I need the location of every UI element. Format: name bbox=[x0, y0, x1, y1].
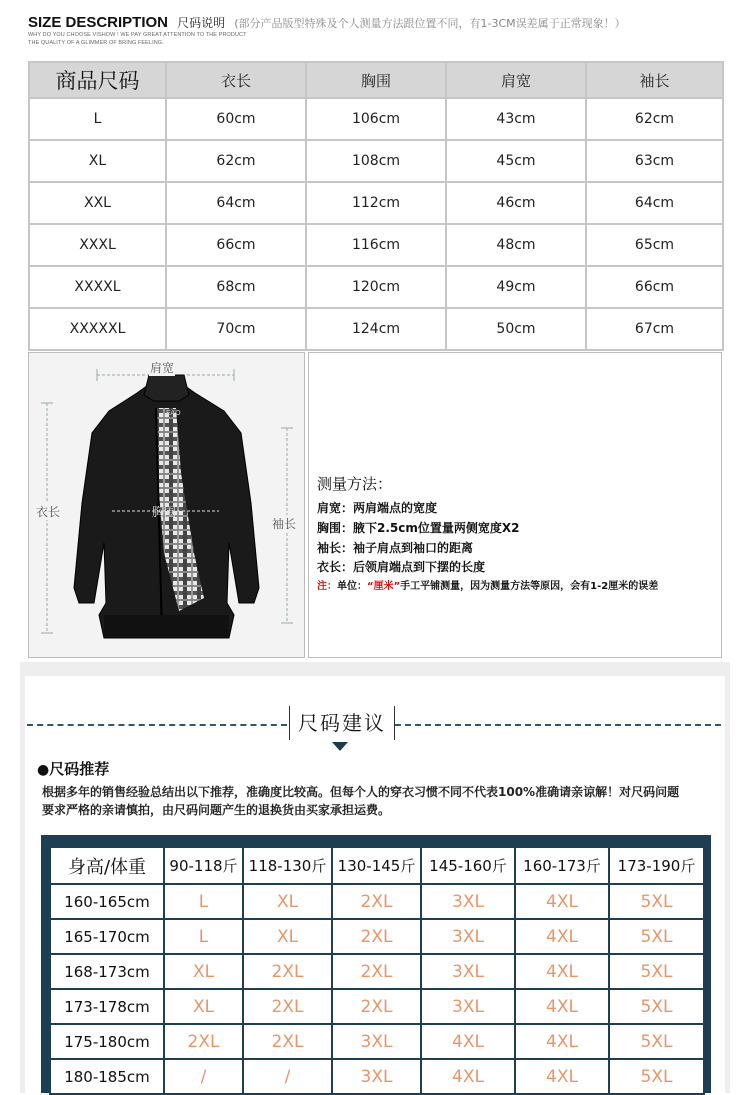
recommend-heading bbox=[37, 758, 109, 779]
note-rest: 手工平铺测量，因为测量方法等原因，会有1-2厘米的误差 bbox=[400, 581, 659, 592]
table-cell: 70cm bbox=[166, 308, 306, 350]
size-cell: 2XL bbox=[332, 919, 421, 954]
recommend-description: 根据多年的销售经验总结出以下推荐，准确度比较高。但每个人的穿衣习惯不同不代表100%准确请亲谅解！对尺码问题要求严格的亲请慎拍，由尺码问题产生的退换货由买家承担运费。 bbox=[42, 785, 680, 817]
recommend-title: 尺码建议 bbox=[289, 706, 395, 740]
divider-right bbox=[395, 724, 721, 726]
size-cell: L bbox=[164, 919, 243, 954]
size-cell: 4XL bbox=[515, 884, 609, 919]
size-cell: 5XL bbox=[609, 954, 704, 989]
size-cell: L bbox=[164, 884, 243, 919]
table-cell: 64cm bbox=[166, 182, 306, 224]
measure-line: 衣长：后领肩端点到下摆的长度 bbox=[317, 560, 486, 574]
size-cell: 2XL bbox=[243, 954, 332, 989]
table-row bbox=[29, 224, 723, 266]
table-cell: 65cm bbox=[586, 224, 723, 266]
table-row bbox=[29, 140, 723, 182]
size-table-header: 袖长 bbox=[586, 62, 723, 98]
size-cell: 2XL bbox=[164, 1024, 243, 1059]
table-row bbox=[29, 182, 723, 224]
table-cell: 106cm bbox=[306, 98, 446, 140]
measure-method-panel bbox=[308, 352, 722, 658]
size-cell: 5XL bbox=[609, 919, 704, 954]
recommend-header: 130-145斤 bbox=[332, 847, 421, 884]
size-cell: XL bbox=[164, 989, 243, 1024]
size-cell: 2XL bbox=[332, 954, 421, 989]
table-cell: 66cm bbox=[166, 224, 306, 266]
height-cell: 168-173cm bbox=[50, 954, 164, 989]
table-cell: 48cm bbox=[446, 224, 586, 266]
size-cell: / bbox=[243, 1059, 332, 1094]
size-cell: 4XL bbox=[515, 954, 609, 989]
table-row bbox=[50, 884, 704, 919]
table-cell: XXXXXL bbox=[29, 308, 166, 350]
length-label: 衣长 bbox=[36, 505, 61, 519]
table-cell: 64cm bbox=[586, 182, 723, 224]
size-table-header: 商品尺码 bbox=[29, 62, 166, 98]
size-table-header: 胸围 bbox=[306, 62, 446, 98]
page-title: SIZE DESCRIPTION bbox=[28, 14, 169, 31]
height-cell: 165-170cm bbox=[50, 919, 164, 954]
table-cell: 62cm bbox=[166, 140, 306, 182]
size-cell: 4XL bbox=[515, 989, 609, 1024]
size-cell: 2XL bbox=[332, 884, 421, 919]
size-cell: XL bbox=[164, 954, 243, 989]
table-cell: 66cm bbox=[586, 266, 723, 308]
height-cell: 180-185cm bbox=[50, 1059, 164, 1094]
table-cell: 112cm bbox=[306, 182, 446, 224]
shoulder-label: 肩宽 bbox=[150, 361, 175, 375]
table-cell: XXXL bbox=[29, 224, 166, 266]
measure-line: 胸围：腋下2.5cm位置量两侧宽度X2 bbox=[317, 521, 520, 535]
jacket-collar bbox=[144, 375, 189, 401]
table-row bbox=[29, 266, 723, 308]
recommend-header: 118-130斤 bbox=[243, 847, 332, 884]
table-cell: 67cm bbox=[586, 308, 723, 350]
size-cell: 2XL bbox=[332, 989, 421, 1024]
size-table-header-row bbox=[29, 62, 723, 98]
size-cell: 4XL bbox=[515, 919, 609, 954]
table-cell: XXL bbox=[29, 182, 166, 224]
size-cell: 4XL bbox=[515, 1059, 609, 1094]
size-cell: XL bbox=[243, 884, 332, 919]
table-cell: XXXXL bbox=[29, 266, 166, 308]
note-highlight: “厘米” bbox=[367, 581, 401, 592]
measure-line: 袖长：袖子肩点到袖口的距离 bbox=[317, 541, 474, 555]
table-cell: 120cm bbox=[306, 266, 446, 308]
recommend-heading-text: 尺码推荐 bbox=[49, 760, 110, 778]
size-cell: 3XL bbox=[332, 1059, 421, 1094]
table-cell: 62cm bbox=[586, 98, 723, 140]
size-cell: 5XL bbox=[609, 884, 704, 919]
size-cell: 4XL bbox=[515, 1024, 609, 1059]
size-cell: 5XL bbox=[609, 1059, 704, 1094]
size-cell: 3XL bbox=[421, 954, 515, 989]
size-cell: 3XL bbox=[332, 1024, 421, 1059]
table-row bbox=[50, 1059, 704, 1094]
table-cell: 68cm bbox=[166, 266, 306, 308]
size-cell: 5XL bbox=[609, 1024, 704, 1059]
header bbox=[28, 12, 748, 47]
page-title-cn: 尺码说明 bbox=[177, 16, 226, 30]
size-cell: 3XL bbox=[421, 989, 515, 1024]
table-row bbox=[50, 919, 704, 954]
recommend-header: 身高/体重 bbox=[50, 847, 164, 884]
size-cell: 5XL bbox=[609, 989, 704, 1024]
table-cell: 116cm bbox=[306, 224, 446, 266]
table-cell: 50cm bbox=[446, 308, 586, 350]
size-cell: 4XL bbox=[421, 1024, 515, 1059]
note-unit: 单位： bbox=[337, 581, 367, 592]
triangle-down-icon bbox=[332, 742, 348, 751]
header-subtitle-1: WHY DO YOU CHOOSE VISHOW ! WE PAY GREAT ATTENTION TO THE PRODUCT bbox=[28, 32, 247, 38]
height-cell: 173-178cm bbox=[50, 989, 164, 1024]
recommend-header: 90-118斤 bbox=[164, 847, 243, 884]
table-row bbox=[50, 989, 704, 1024]
table-row bbox=[50, 954, 704, 989]
table-cell: XL bbox=[29, 140, 166, 182]
header-note: (部分产品版型特殊及个人测量方法跟位置不同，有1-3CM误差属于正常现象！） bbox=[234, 17, 626, 30]
table-cell: 43cm bbox=[446, 98, 586, 140]
table-cell: L bbox=[29, 98, 166, 140]
table-cell: 49cm bbox=[446, 266, 586, 308]
height-cell: 160-165cm bbox=[50, 884, 164, 919]
size-cell: 3XL bbox=[421, 884, 515, 919]
table-cell: 45cm bbox=[446, 140, 586, 182]
bullet-icon: ● bbox=[37, 762, 50, 778]
size-recommendation-card bbox=[25, 676, 725, 1093]
measure-title: 测量方法： bbox=[317, 475, 393, 493]
table-cell: 46cm bbox=[446, 182, 586, 224]
size-cell: / bbox=[164, 1059, 243, 1094]
table-cell: 124cm bbox=[306, 308, 446, 350]
size-table-header: 衣长 bbox=[166, 62, 306, 98]
chest-label: 胸围 bbox=[152, 505, 177, 519]
height-cell: 175-180cm bbox=[50, 1024, 164, 1059]
table-cell: 60cm bbox=[166, 98, 306, 140]
size-cell: 2XL bbox=[243, 1024, 332, 1059]
size-recommendation bbox=[20, 662, 730, 1093]
size-table-header: 肩宽 bbox=[446, 62, 586, 98]
size-cell: XL bbox=[243, 919, 332, 954]
size-table bbox=[28, 61, 724, 351]
recommend-header-row bbox=[50, 847, 704, 884]
recommend-table-frame bbox=[41, 835, 711, 1093]
table-row bbox=[29, 308, 723, 350]
header-line bbox=[28, 12, 748, 31]
recommend-header: 160-173斤 bbox=[515, 847, 609, 884]
size-cell: 2XL bbox=[243, 989, 332, 1024]
recommend-header: 145-160斤 bbox=[421, 847, 515, 884]
table-cell: 108cm bbox=[306, 140, 446, 182]
table-cell: 63cm bbox=[586, 140, 723, 182]
note-prefix: 注： bbox=[317, 581, 337, 592]
recommend-table bbox=[49, 846, 705, 1095]
measure-note bbox=[317, 577, 658, 592]
header-subtitle-2: THE QUALITY OF A GLIMMER OF BRING FEELING. bbox=[28, 40, 164, 46]
jacket-logo: EAO bbox=[166, 409, 181, 417]
table-row bbox=[50, 1024, 704, 1059]
measure-line: 肩宽：两肩端点的宽度 bbox=[317, 501, 438, 515]
recommend-header: 173-190斤 bbox=[609, 847, 704, 884]
size-cell: 4XL bbox=[421, 1059, 515, 1094]
sleeve-label: 袖长 bbox=[272, 517, 297, 531]
size-cell: 3XL bbox=[421, 919, 515, 954]
jacket-diagram bbox=[28, 352, 305, 658]
table-row bbox=[29, 98, 723, 140]
divider-left bbox=[27, 724, 287, 726]
